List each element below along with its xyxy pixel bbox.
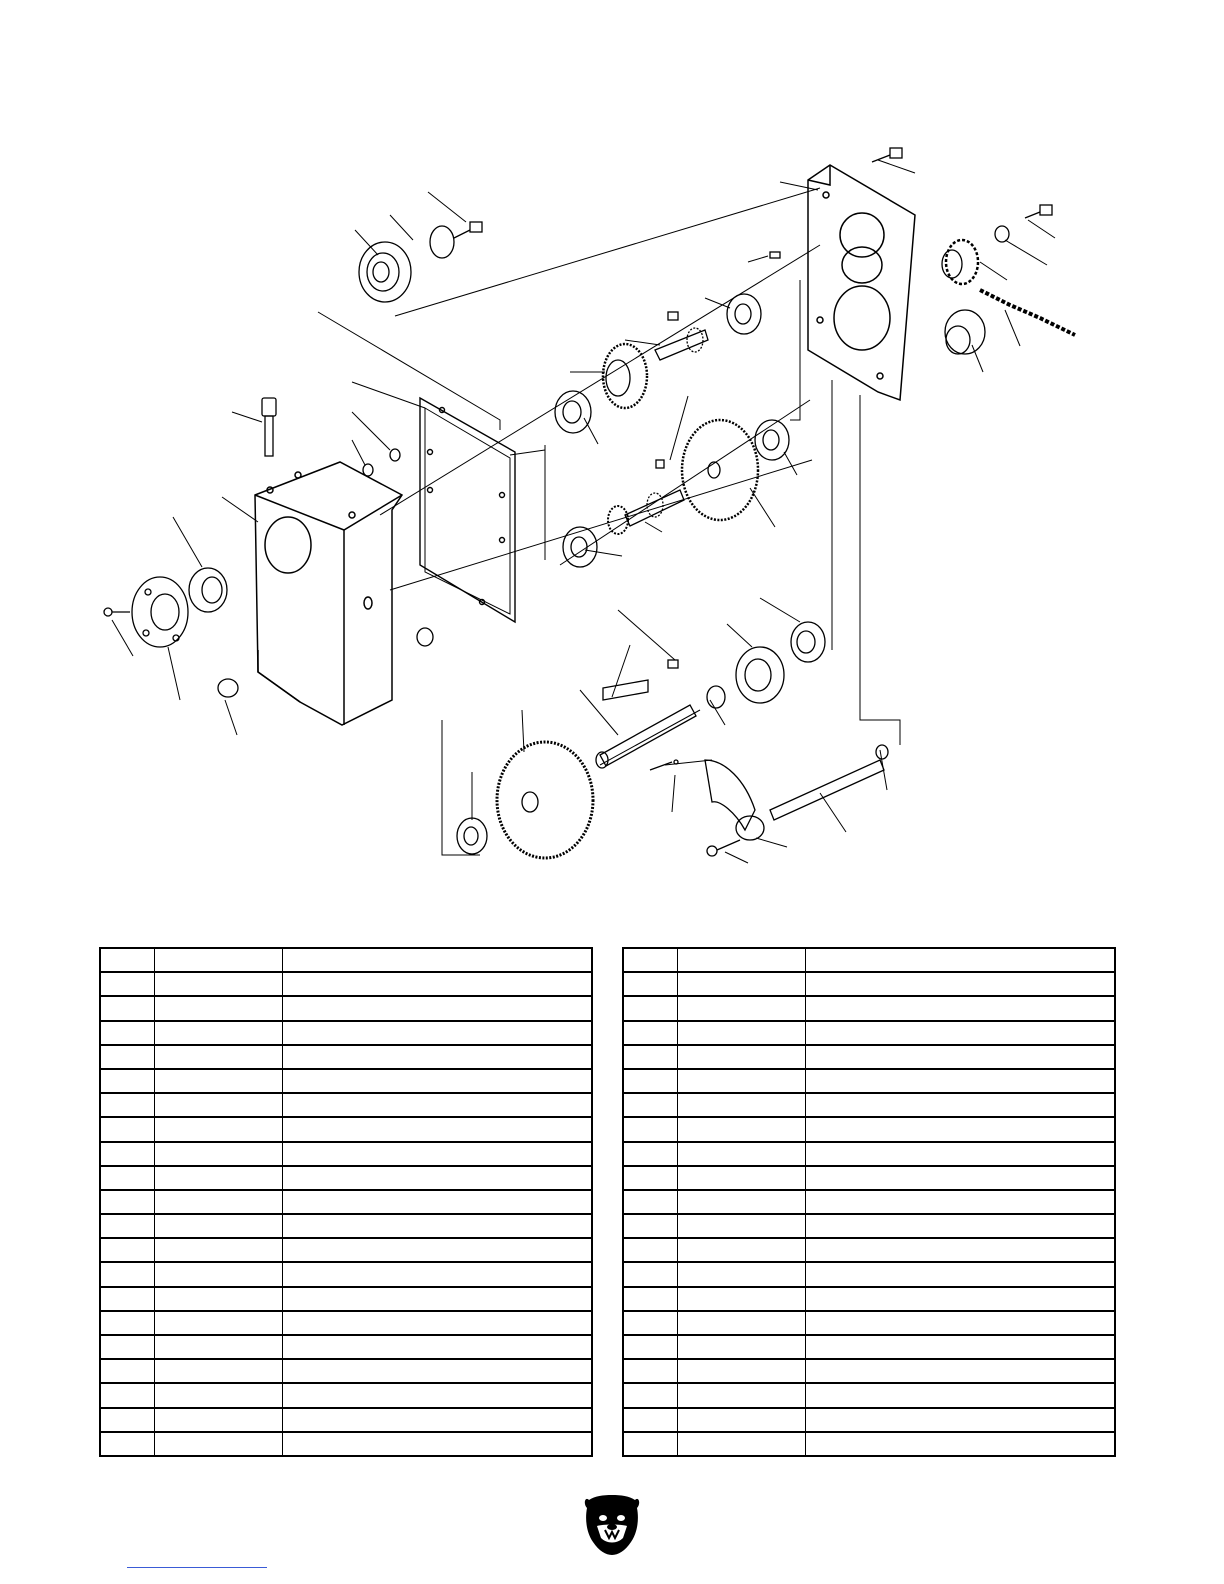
table-row — [100, 1093, 592, 1117]
table-row — [100, 1069, 592, 1093]
table-row — [100, 1045, 592, 1069]
knob — [945, 310, 985, 354]
table-row — [623, 1069, 1115, 1093]
table-row — [100, 1238, 592, 1262]
parts-list-table-right — [622, 947, 1116, 1457]
table-row — [100, 948, 592, 972]
gearbox-housing — [255, 462, 402, 725]
cover-bolt — [872, 148, 902, 162]
gear-upper — [603, 344, 647, 408]
table-row — [623, 1262, 1115, 1286]
table-row — [623, 1287, 1115, 1311]
snap-ring — [707, 686, 725, 708]
rod-washer — [876, 745, 888, 759]
table-row — [100, 1262, 592, 1286]
table-row — [623, 1142, 1115, 1166]
table-row — [623, 1359, 1115, 1383]
table-row — [100, 1311, 592, 1335]
shift-fork — [705, 760, 764, 840]
table-row — [623, 1408, 1115, 1432]
table-row — [100, 1190, 592, 1214]
table-row — [623, 1045, 1115, 1069]
bear-head-logo-icon — [583, 1494, 641, 1556]
table-row — [623, 1335, 1115, 1359]
table-row — [100, 1287, 592, 1311]
dowel-pin — [770, 252, 780, 258]
table-row — [623, 1021, 1115, 1045]
table-row — [100, 972, 592, 996]
shaft-bottom — [596, 660, 696, 770]
gasket — [420, 398, 515, 622]
bearing-lower-a — [736, 647, 784, 703]
table-row — [623, 948, 1115, 972]
sprocket-bolt — [1025, 205, 1052, 218]
fork-bolt — [707, 840, 740, 856]
table-row — [100, 1214, 592, 1238]
bearing-d — [563, 527, 597, 567]
callout-leader-lines — [112, 160, 1055, 863]
sprocket — [942, 240, 978, 284]
bearing-c — [755, 420, 789, 460]
table-row — [100, 1383, 592, 1407]
roller-chain — [980, 290, 1075, 335]
table-row — [100, 1166, 592, 1190]
table-row — [623, 1214, 1115, 1238]
cap-screw — [262, 398, 276, 456]
table-row — [100, 1359, 592, 1383]
flange-screw — [104, 608, 130, 616]
plug-side — [417, 628, 433, 646]
table-row — [100, 1335, 592, 1359]
end-cover-plate — [808, 165, 915, 400]
table-row — [100, 1021, 592, 1045]
table-row — [100, 1432, 592, 1456]
sprocket-washer — [995, 226, 1009, 242]
gear-large-bottom — [497, 742, 593, 858]
seal-lower — [791, 622, 825, 662]
bearing-b — [727, 294, 761, 334]
plug-small — [218, 679, 238, 697]
table-row — [623, 1238, 1115, 1262]
table-row — [623, 1311, 1115, 1335]
table-row — [623, 1383, 1115, 1407]
gear-large-mid — [682, 420, 758, 520]
shaft-upper — [655, 312, 708, 360]
flange-plate — [132, 577, 188, 647]
bearing-a — [555, 391, 591, 433]
oil-seal-left — [189, 568, 227, 612]
footer-link[interactable] — [127, 1553, 267, 1568]
table-row — [623, 972, 1115, 996]
table-row — [100, 996, 592, 1020]
table-row — [623, 1166, 1115, 1190]
parts-list-table-left — [99, 947, 593, 1457]
table-row — [623, 996, 1115, 1020]
table-row — [623, 1093, 1115, 1117]
table-row — [100, 1142, 592, 1166]
top-bearing — [359, 242, 411, 302]
shift-rod — [770, 760, 884, 820]
washer-screw — [363, 449, 400, 476]
table-row — [100, 1117, 592, 1141]
table-row — [100, 1408, 592, 1432]
pinion-gear-top — [430, 222, 482, 258]
bearing-bottom — [457, 818, 487, 854]
table-row — [623, 1432, 1115, 1456]
table-row — [623, 1117, 1115, 1141]
table-row — [623, 1190, 1115, 1214]
